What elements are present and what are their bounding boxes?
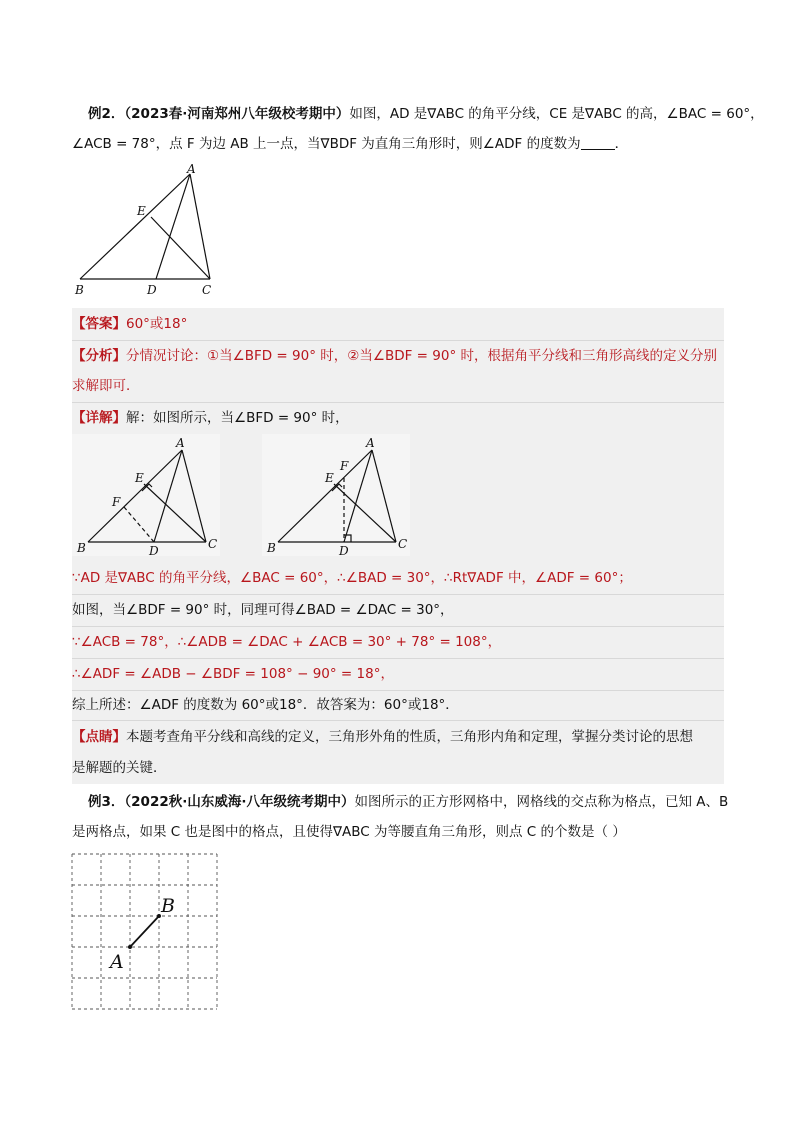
example3-line2: 是两格点，如果 C 也是图中的格点，且使得∇ABC 为等腰直角三角形，则点 C 的个数是（ ） <box>72 824 626 840</box>
label-e: E <box>135 471 144 485</box>
example3-line1 <box>88 792 728 812</box>
example3-grid-figure <box>70 852 220 1012</box>
segment-ce <box>334 484 396 542</box>
divider <box>72 690 724 691</box>
divider <box>72 340 724 341</box>
answer-blank <box>581 135 615 150</box>
analysis-text-1: 分情况讨论：①当∠BFD = 90° 时，②当∠BDF = 90° 时，根据角平分线和三角形高线的定义分别 <box>126 348 717 364</box>
label-d: D <box>147 283 157 297</box>
detail-line-5: 综上所述：∠ADF 的度数为 60°或18°．故答案为：60°或18°． <box>72 697 459 713</box>
label-c: C <box>398 537 408 551</box>
segment-ab <box>130 916 159 947</box>
label-f: F <box>340 459 349 473</box>
example2-line-end: ． <box>614 136 629 152</box>
label-d: D <box>149 544 159 558</box>
example2-label: 例2． <box>88 106 125 122</box>
analysis-row-1 <box>72 346 717 366</box>
point-tag: 【点睛】 <box>72 729 126 745</box>
detail-line-2: 如图，当∠BDF = 90° 时，同理可得∠BAD = ∠DAC = 30°， <box>72 602 454 618</box>
label-a: A <box>366 436 375 450</box>
label-a: A <box>176 436 185 450</box>
label-d: D <box>339 544 349 558</box>
segment-ac <box>372 450 396 542</box>
detail-line-3: ∵∠ACB = 78°，∴∠ADB = ∠DAC + ∠ACB = 30° + 78° = 108°， <box>72 634 502 650</box>
analysis-row-2: 求解即可． <box>72 378 140 394</box>
example2-text-2: ∠ACB = 78°，点 F 为边 AB 上一点，当∇BDF 为直角三角形时，则∠ADF 的度数为 <box>72 136 581 152</box>
point-a <box>128 945 132 949</box>
answer-row <box>72 314 187 334</box>
label-b: B <box>77 541 86 555</box>
detail-intro: 解：如图所示，当∠BFD = 90° 时， <box>126 410 349 426</box>
example2-line1 <box>88 104 764 124</box>
detail-tag: 【详解】 <box>72 410 126 426</box>
segment-ac <box>182 450 206 542</box>
detail-line-4: ∴∠ADF = ∠ADB − ∠BDF = 108° − 90° = 18°， <box>72 666 394 682</box>
label-c: C <box>208 537 218 551</box>
grid-label-b: B <box>161 895 175 917</box>
label-e: E <box>325 471 334 485</box>
label-e: E <box>137 204 146 218</box>
answer-tag: 【答案】 <box>72 316 126 332</box>
label-c: C <box>202 283 212 297</box>
detail-line-1: ∵AD 是∇ABC 的角平分线，∠BAC = 60°，∴∠BAD = 30°，∴Rt∇ADF 中，∠ADF = 60°； <box>72 570 632 586</box>
example2-text-1: 如图，AD 是∇ABC 的角平分线，CE 是∇ABC 的高，∠BAC = 60°， <box>349 106 764 122</box>
detail-figure-1 <box>72 434 222 558</box>
example3-source: （2022秋·山东威海·八年级统考期中） <box>124 794 355 810</box>
label-f: F <box>112 495 121 509</box>
detail-intro-row <box>72 408 349 428</box>
grid-label-a: A <box>110 951 124 973</box>
divider <box>72 720 724 721</box>
example3-label: 例3． <box>88 794 125 810</box>
divider <box>72 594 724 595</box>
divider <box>72 626 724 627</box>
example3-text-1: 如图所示的正方形网格中，网格线的交点称为格点，已知 A、B <box>354 794 729 810</box>
segment-ce <box>151 217 210 279</box>
example2-source: （2023春·河南郑州八年级校考期中） <box>124 106 350 122</box>
segment-ce <box>144 484 206 542</box>
point-row-2: 是解题的关键． <box>72 760 167 776</box>
example2-line2 <box>72 134 628 154</box>
divider <box>72 402 724 403</box>
point-row-1 <box>72 727 693 747</box>
label-b: B <box>267 541 276 555</box>
segment-fd-dashed <box>124 507 154 542</box>
example2-figure <box>72 162 232 300</box>
answer-text: 60°或18° <box>126 316 188 332</box>
detail-figure-2 <box>262 434 412 558</box>
segment-ac <box>190 174 210 279</box>
analysis-tag: 【分析】 <box>72 348 126 364</box>
point-text-1: 本题考查角平分线和高线的定义，三角形外角的性质，三角形内角和定理，掌握分类讨论的思想 <box>126 729 693 745</box>
divider <box>72 658 724 659</box>
label-b: B <box>75 283 84 297</box>
label-a: A <box>187 162 196 176</box>
